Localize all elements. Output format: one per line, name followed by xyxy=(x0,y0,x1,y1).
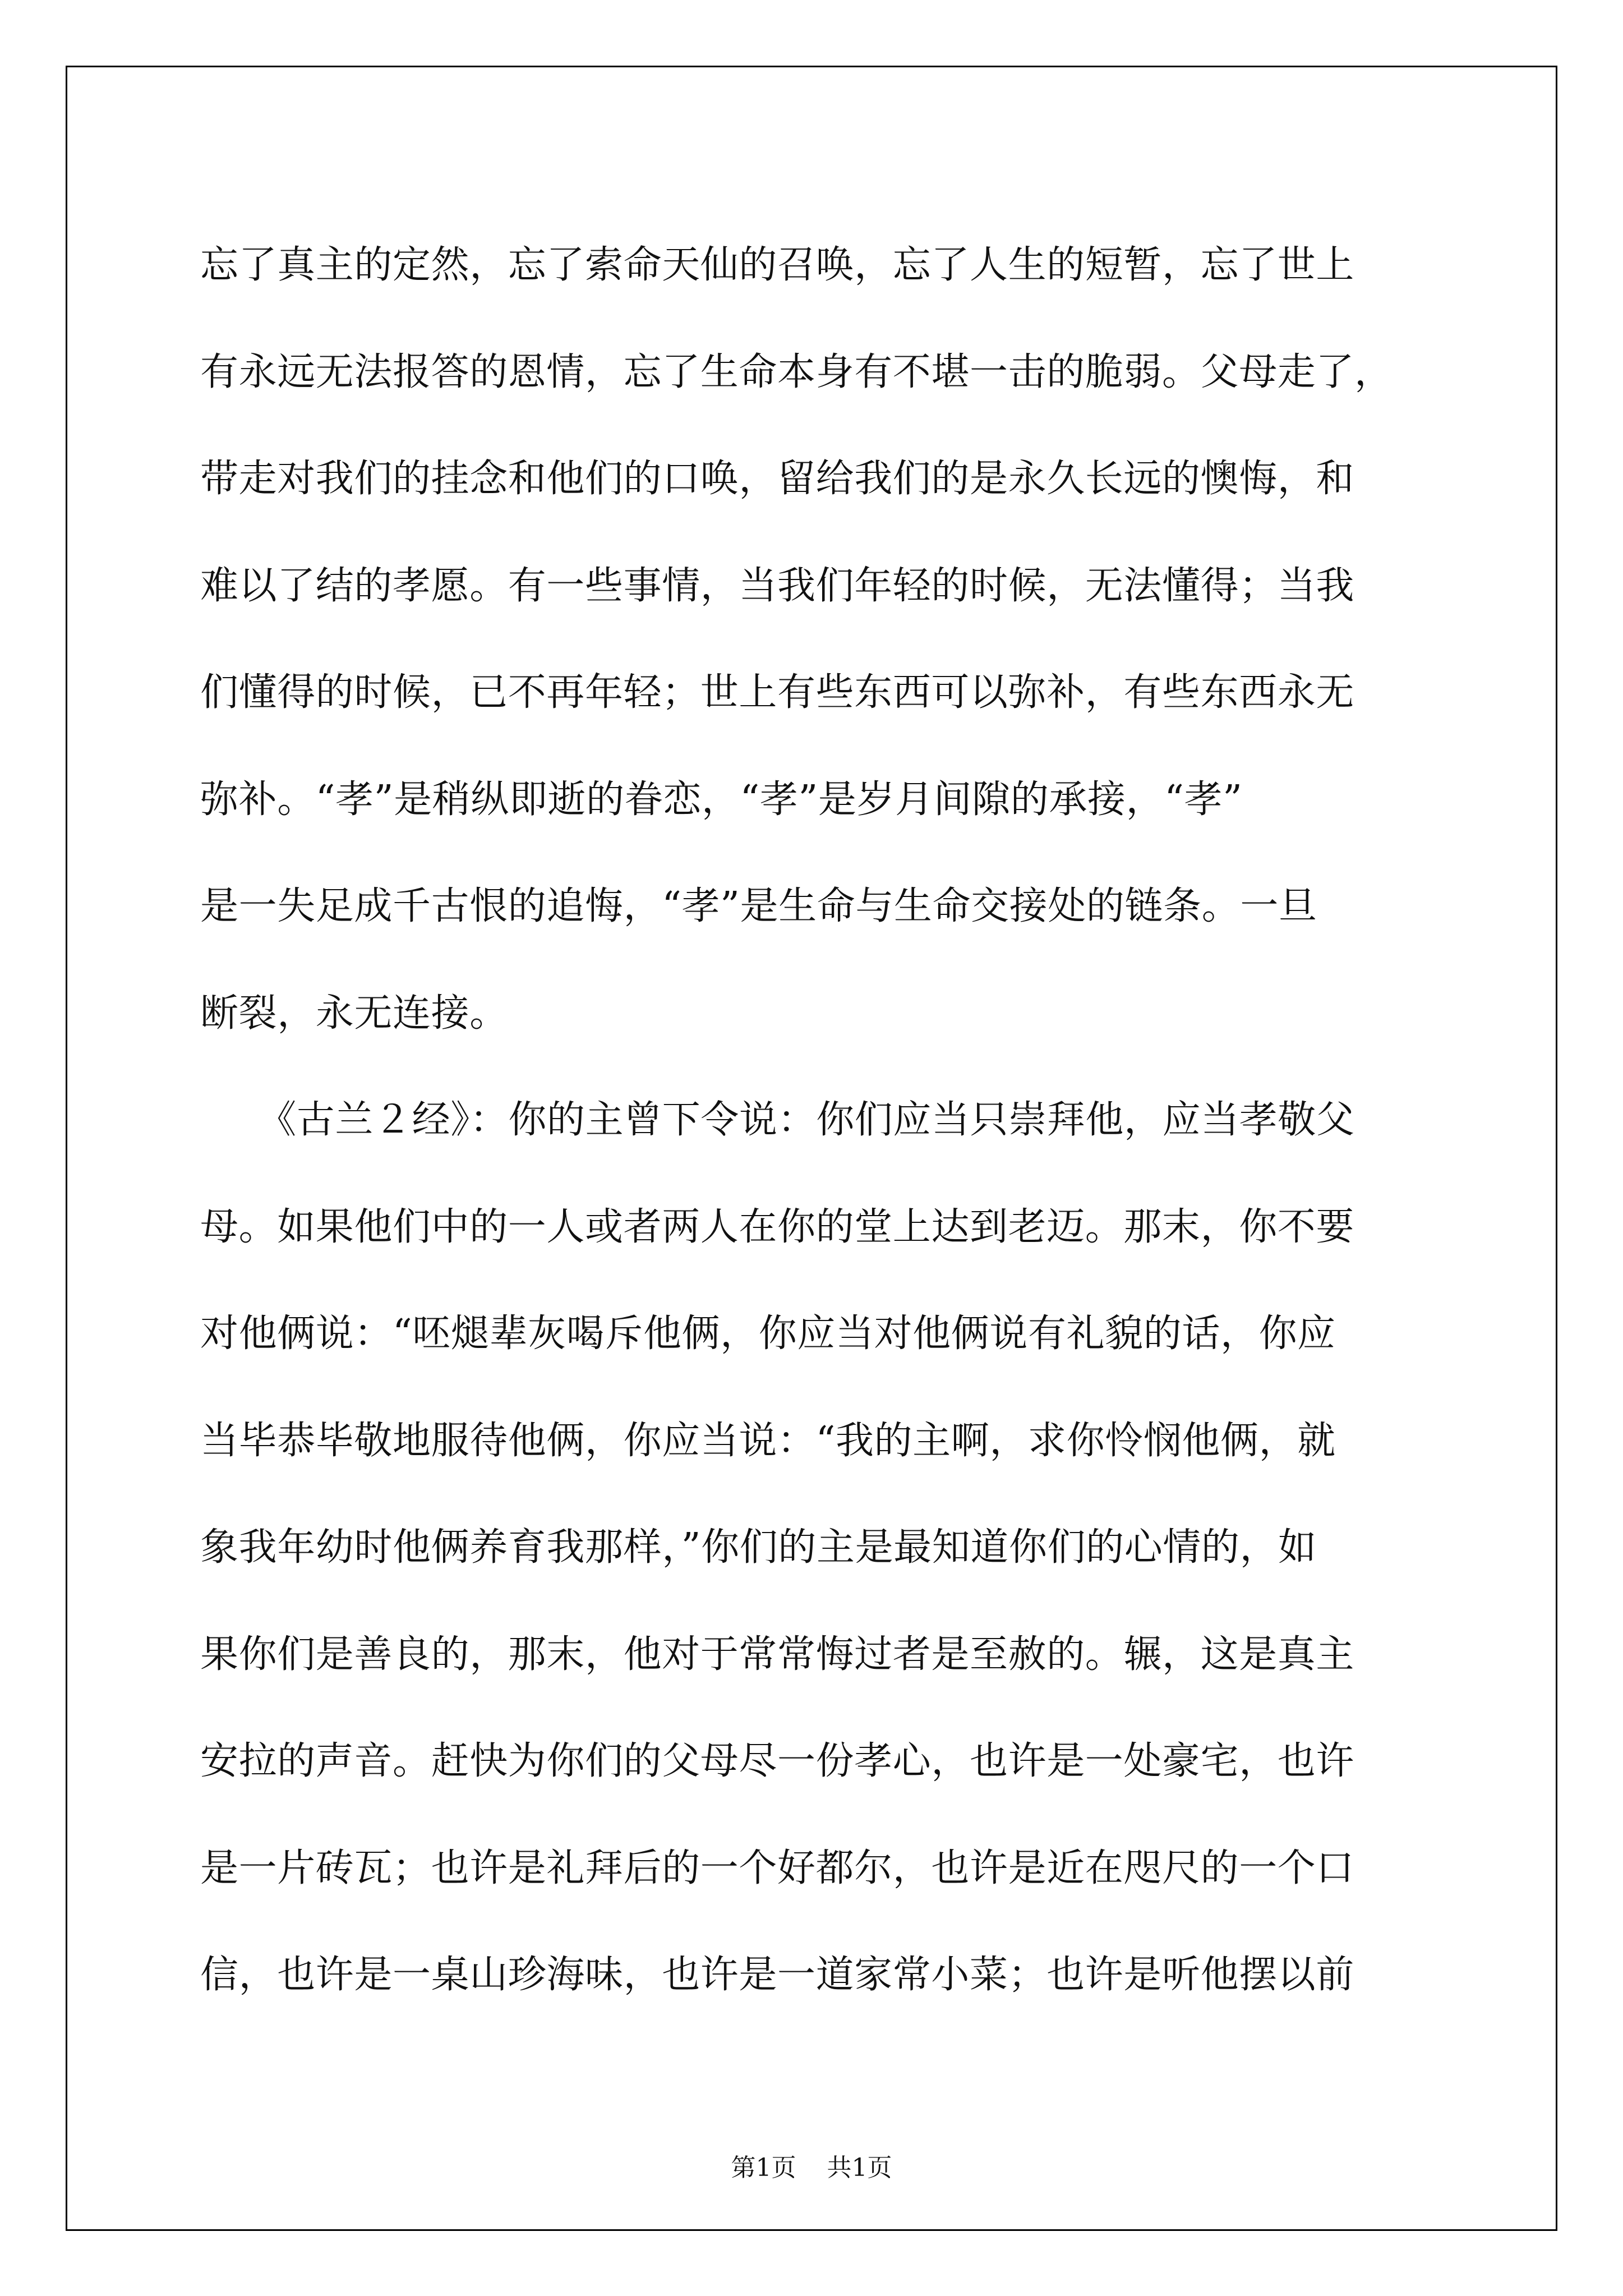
text-line: 有永远无法报答的恩情，忘了生命本身有不堪一击的脆弱。父母走了， xyxy=(200,349,1393,394)
body-text xyxy=(200,212,1454,2029)
text-line: 断裂，永无连接。 xyxy=(200,991,508,1036)
text-line: 难以了结的孝愿。有一些事情，当我们年轻的时候，无法懂得；当我 xyxy=(200,563,1355,608)
text-line: 是一片砖瓦；也许是礼拜后的一个好都尔，也许是近在咫尺的一个口 xyxy=(200,1846,1355,1890)
text-line: 果你们是善良的，那末，他对于常常悔过者是至赦的。辗，这是真主 xyxy=(200,1632,1355,1677)
text-line: 对他俩说：“呸煺辈灰喝斥他俩，你应当对他俩说有礼貌的话，你应 xyxy=(200,1312,1336,1356)
text-line: 弥补。“孝”是稍纵即逝的眷恋，“孝”是岁月间隙的承接，“孝” xyxy=(200,777,1243,822)
page-total: 共1页 xyxy=(827,2154,892,2182)
page-number: 第1页 xyxy=(731,2154,796,2182)
page-footer xyxy=(0,2147,1623,2183)
text-line: 信，也许是一桌山珍海味，也许是一道家常小菜；也许是听他摆以前 xyxy=(200,1953,1355,1997)
text-line: 当毕恭毕敬地服待他俩，你应当说：“我的主啊，求你怜悯他俩，就 xyxy=(200,1418,1336,1463)
text-line: 母。如果他们中的一人或者两人在你的堂上达到老迈。那末，你不要 xyxy=(200,1204,1355,1249)
text-line: 忘了真主的定然，忘了索命天仙的召唤，忘了人生的短暂，忘了世上 xyxy=(200,243,1355,287)
text-line: 安拉的声音。赶快为你们的父母尽一份孝心，也许是一处豪宅，也许 xyxy=(200,1739,1355,1783)
text-line: 象我年幼时他俩养育我那样，”你们的主是最知道你们的心情的，如 xyxy=(200,1525,1317,1570)
text-line: 是一失足成千古恨的追悔，“孝”是生命与生命交接处的链条。一旦 xyxy=(200,884,1317,928)
text-line: 们懂得的时候，已不再年轻；世上有些东西可以弥补，有些东西永无 xyxy=(200,670,1355,715)
text-line: 《古兰２经》：你的主曾下令说：你们应当只崇拜他，应当孝敬父 xyxy=(200,1098,1355,1142)
text-line: 带走对我们的挂念和他们的口唤，留给我们的是永久长远的懊悔，和 xyxy=(200,457,1355,501)
